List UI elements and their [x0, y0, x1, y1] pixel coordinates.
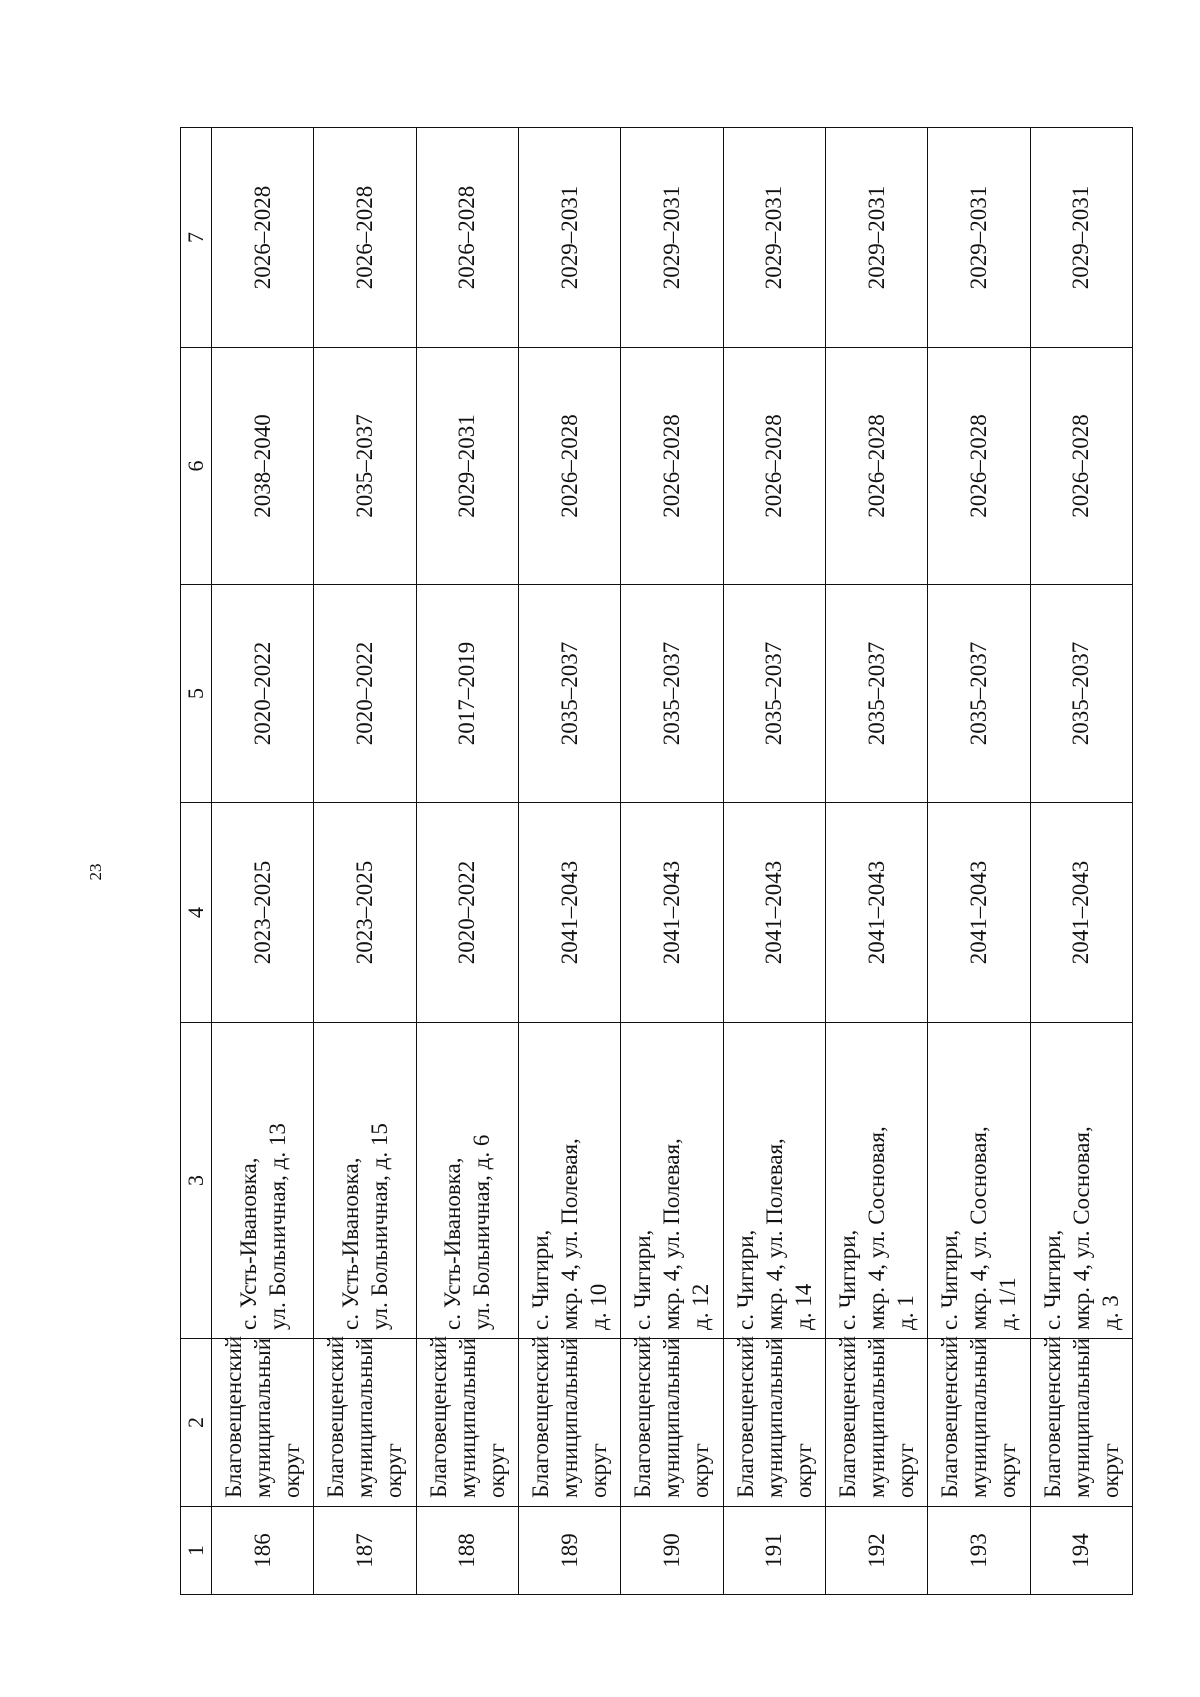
period-col-4: 2023–2025	[314, 803, 416, 1023]
period-col-5: 2035–2037	[621, 585, 723, 803]
row-number: 192	[825, 1507, 927, 1595]
table-row	[825, 128, 927, 1595]
address-line-2: ул. Больничная, д. 13	[264, 1123, 290, 1330]
column-header-6: 6	[181, 348, 212, 585]
row-number: 189	[518, 1507, 620, 1595]
address-line-3: д. 1/1	[995, 1277, 1021, 1330]
period-col-7: 2026–2028	[212, 128, 314, 348]
district-cell: Благовещенский муниципальный округ	[416, 1339, 518, 1507]
address-line-3: д. 3	[1097, 1295, 1123, 1330]
column-header-4: 4	[181, 803, 212, 1023]
district-cell: Благовещенский муниципальный округ	[723, 1339, 825, 1507]
row-number: 194	[1030, 1507, 1132, 1595]
address-line-1: с. Чигири,	[528, 1229, 554, 1330]
row-number: 193	[928, 1507, 1030, 1595]
period-col-5: 2035–2037	[825, 585, 927, 803]
period-col-4: 2041–2043	[928, 803, 1030, 1023]
address-cell	[314, 1023, 416, 1339]
row-number: 190	[621, 1507, 723, 1595]
address-cell	[212, 1023, 314, 1339]
address-line-2: мкр. 4, ул. Полевая,	[659, 1138, 685, 1330]
period-col-4: 2020–2022	[416, 803, 518, 1023]
district-cell: Благовещенский муниципальный округ	[621, 1339, 723, 1507]
period-col-7: 2029–2031	[1030, 128, 1132, 348]
period-col-7: 2026–2028	[416, 128, 518, 348]
period-col-5: 2017–2019	[416, 585, 518, 803]
district-cell: Благовещенский муниципальный округ	[1030, 1339, 1132, 1507]
address-cell	[518, 1023, 620, 1339]
district-cell: Благовещенский муниципальный округ	[314, 1339, 416, 1507]
period-col-6: 2026–2028	[723, 348, 825, 585]
address-line-2: мкр. 4, ул. Сосновая,	[1068, 1126, 1094, 1330]
address-line-3: д. 14	[790, 1283, 816, 1330]
period-col-5: 2020–2022	[314, 585, 416, 803]
page-number: 23	[86, 863, 105, 881]
district-cell: Благовещенский муниципальный округ	[928, 1339, 1030, 1507]
row-number: 191	[723, 1507, 825, 1595]
address-line-1: с. Усть-Ивановка,	[337, 1157, 363, 1330]
column-header-5: 5	[181, 585, 212, 803]
address-line-1: с. Чигири,	[835, 1229, 861, 1330]
period-col-5: 2035–2037	[723, 585, 825, 803]
address-cell	[416, 1023, 518, 1339]
period-col-7: 2029–2031	[723, 128, 825, 348]
period-col-5: 2035–2037	[1030, 585, 1132, 803]
period-col-7: 2026–2028	[314, 128, 416, 348]
data-table	[180, 127, 1133, 1595]
district-cell: Благовещенский муниципальный округ	[518, 1339, 620, 1507]
period-col-4: 2041–2043	[825, 803, 927, 1023]
table-row	[212, 128, 314, 1595]
table-row	[621, 128, 723, 1595]
address-line-1: с. Чигири,	[630, 1229, 656, 1330]
address-line-1: с. Усть-Ивановка,	[235, 1157, 261, 1330]
address-line-1: с. Чигири,	[1039, 1229, 1065, 1330]
district-cell: Благовещенский муниципальный округ	[825, 1339, 927, 1507]
address-cell	[621, 1023, 723, 1339]
address-line-1: с. Чигири,	[732, 1229, 758, 1330]
column-header-1: 1	[181, 1507, 212, 1595]
address-line-2: ул. Больничная, д. 15	[366, 1123, 392, 1330]
address-cell	[825, 1023, 927, 1339]
address-line-3: д. 12	[688, 1283, 714, 1330]
period-col-5: 2035–2037	[518, 585, 620, 803]
period-col-7: 2029–2031	[621, 128, 723, 348]
table-row	[314, 128, 416, 1595]
column-header-3: 3	[181, 1023, 212, 1339]
address-cell	[723, 1023, 825, 1339]
period-col-6: 2035–2037	[314, 348, 416, 585]
row-number: 187	[314, 1507, 416, 1595]
address-line-2: мкр. 4, ул. Полевая,	[761, 1138, 787, 1330]
period-col-6: 2029–2031	[416, 348, 518, 585]
header-row	[181, 128, 212, 1595]
period-col-4: 2023–2025	[212, 803, 314, 1023]
period-col-6: 2026–2028	[825, 348, 927, 585]
address-line-2: мкр. 4, ул. Полевая,	[557, 1138, 583, 1330]
period-col-4: 2041–2043	[1030, 803, 1132, 1023]
address-line-2: мкр. 4, ул. Сосновая,	[966, 1126, 992, 1330]
period-col-7: 2029–2031	[825, 128, 927, 348]
column-header-7: 7	[181, 128, 212, 348]
period-col-6: 2038–2040	[212, 348, 314, 585]
period-col-6: 2026–2028	[518, 348, 620, 585]
period-col-6: 2026–2028	[621, 348, 723, 585]
period-col-4: 2041–2043	[518, 803, 620, 1023]
row-number: 186	[212, 1507, 314, 1595]
period-col-7: 2029–2031	[928, 128, 1030, 348]
table-row	[723, 128, 825, 1595]
period-col-6: 2026–2028	[928, 348, 1030, 585]
district-cell: Благовещенский муниципальный округ	[212, 1339, 314, 1507]
address-line-2: мкр. 4, ул. Сосновая,	[864, 1126, 890, 1330]
address-line-3: д. 1	[893, 1295, 919, 1330]
period-col-7: 2029–2031	[518, 128, 620, 348]
period-col-4: 2041–2043	[723, 803, 825, 1023]
table-container	[180, 128, 1133, 1595]
table-row	[928, 128, 1030, 1595]
table-body	[212, 128, 1133, 1595]
column-header-2: 2	[181, 1339, 212, 1507]
address-line-1: с. Усть-Ивановка,	[440, 1157, 466, 1330]
table-row	[518, 128, 620, 1595]
period-col-5: 2020–2022	[212, 585, 314, 803]
table-row	[1030, 128, 1132, 1595]
period-col-5: 2035–2037	[928, 585, 1030, 803]
table-row	[416, 128, 518, 1595]
period-col-6: 2026–2028	[1030, 348, 1132, 585]
period-col-4: 2041–2043	[621, 803, 723, 1023]
address-cell	[928, 1023, 1030, 1339]
address-line-2: ул. Больничная, д. 6	[469, 1134, 495, 1330]
address-line-1: с. Чигири,	[937, 1229, 963, 1330]
address-cell	[1030, 1023, 1132, 1339]
address-line-3: д. 10	[586, 1283, 612, 1330]
row-number: 188	[416, 1507, 518, 1595]
